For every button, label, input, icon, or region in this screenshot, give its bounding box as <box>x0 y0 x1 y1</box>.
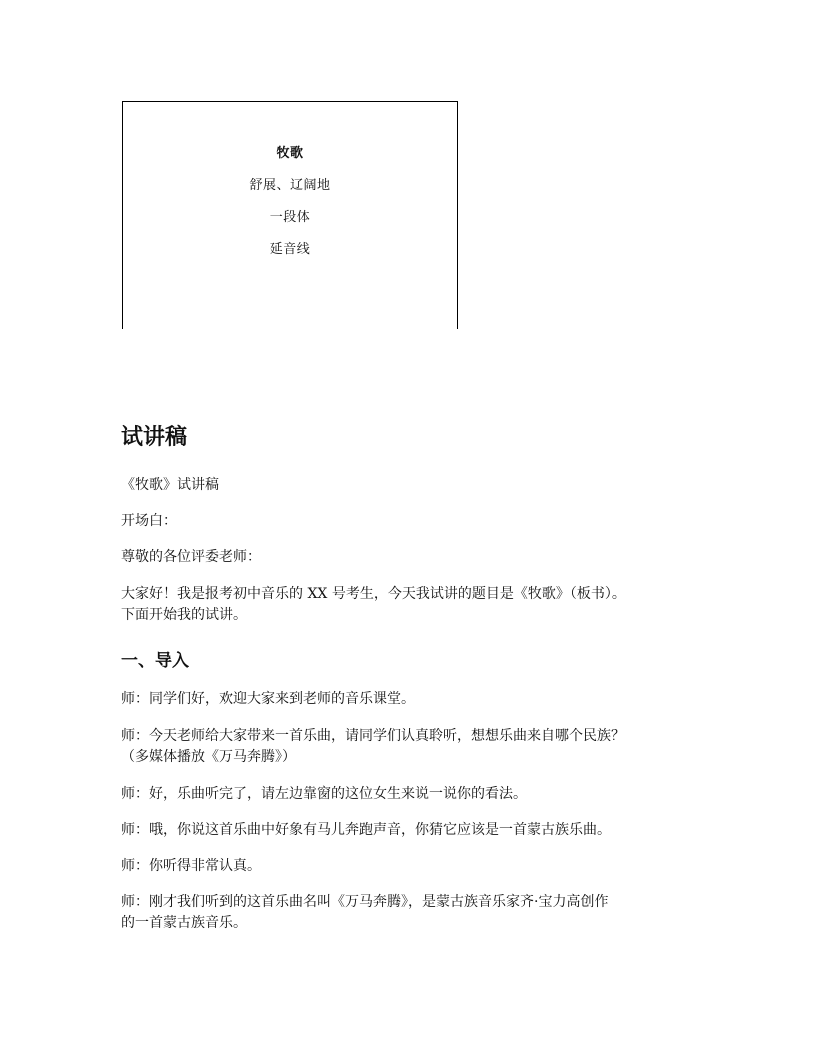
section-heading-intro: 一、导入 <box>121 651 189 671</box>
blackboard-design-box <box>122 101 458 329</box>
dialogue-paragraph-4: 师：哦，你说这首乐曲中好象有马儿奔跑声音，你猜它应该是一首蒙古族乐曲。 <box>121 822 611 838</box>
greeting-line-1: 大家好！我是报考初中音乐的 XX 号考生，今天我试讲的题目是《牧歌》（板书）。 <box>121 586 626 602</box>
document-heading: 试讲稿 <box>121 425 188 450</box>
dialogue-6-line-2: 的一首蒙古族音乐。 <box>121 915 247 931</box>
board-line-1: 舒展、辽阔地 <box>249 178 331 193</box>
greeting-line-2: 下面开始我的试讲。 <box>121 607 247 623</box>
dialogue-paragraph-3: 师：好，乐曲听完了，请左边靠窗的这位女生来说一说你的看法。 <box>121 786 527 802</box>
board-line-2: 一段体 <box>269 210 311 225</box>
board-title: 牧歌 <box>276 146 304 161</box>
greeting-paragraph <box>121 584 711 626</box>
intro-opening-label: 开场白： <box>121 513 177 529</box>
dialogue-paragraph-2 <box>121 726 711 768</box>
dialogue-2-line-2: （多媒体播放《万马奔腾》） <box>121 749 296 765</box>
intro-title: 《牧歌》试讲稿 <box>121 477 219 493</box>
dialogue-paragraph-6 <box>121 892 711 934</box>
dialogue-paragraph-1: 师：同学们好，欢迎大家来到老师的音乐课堂。 <box>121 691 415 707</box>
board-line-3: 延音线 <box>269 242 311 257</box>
intro-salutation: 尊敬的各位评委老师： <box>121 549 261 565</box>
dialogue-paragraph-5: 师：你听得非常认真。 <box>121 858 261 874</box>
dialogue-6-line-1: 师：刚才我们听到的这首乐曲名叫《万马奔腾》，是蒙古族音乐家齐·宝力高创作 <box>121 894 609 910</box>
dialogue-2-line-1: 师：今天老师给大家带来一首乐曲，请同学们认真聆听，想想乐曲来自哪个民族？ <box>121 728 625 744</box>
